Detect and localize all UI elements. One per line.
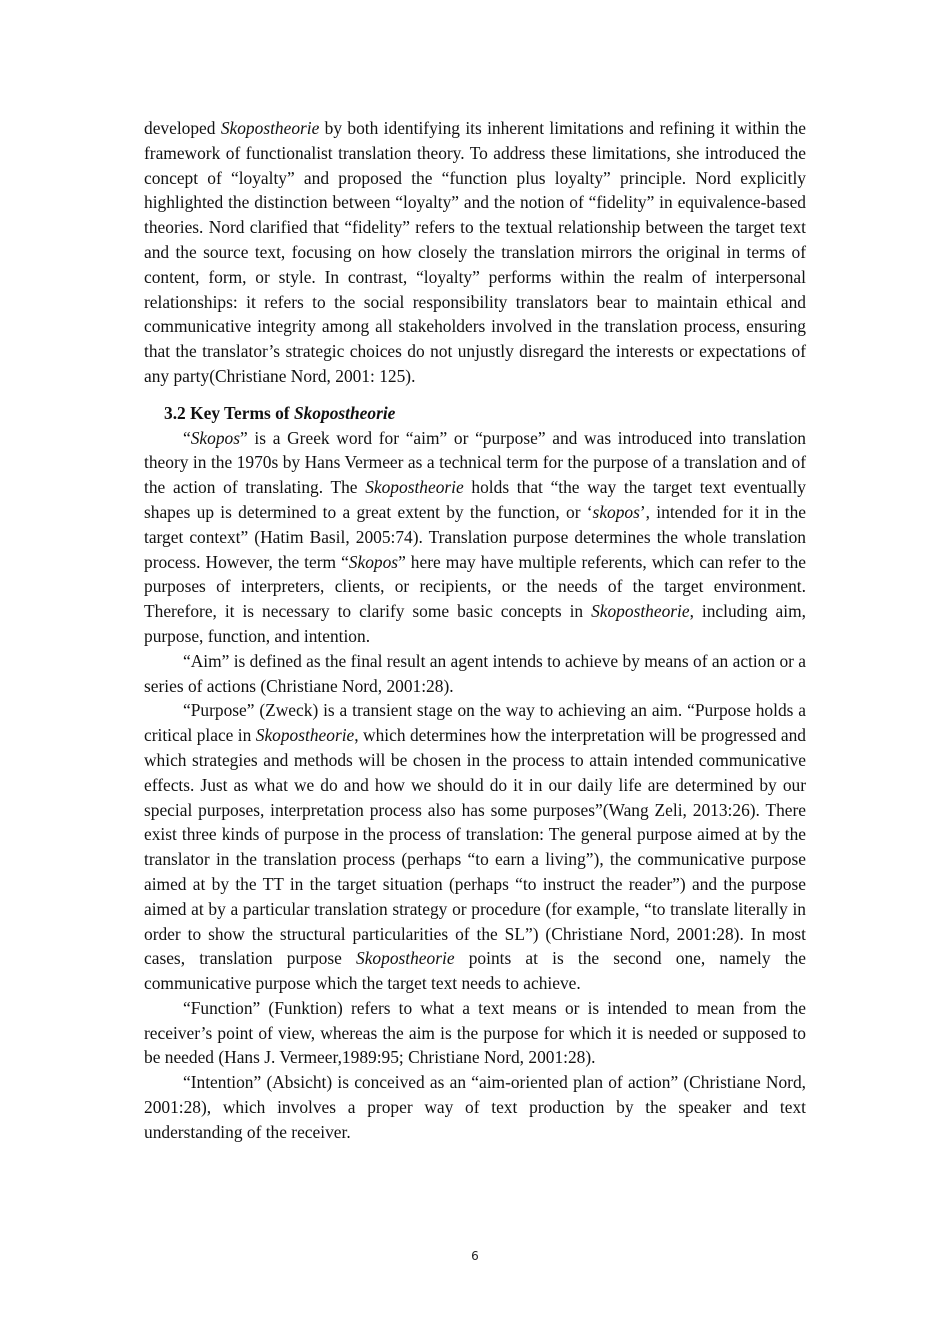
italic-term: Skopostheorie xyxy=(356,948,455,969)
italic-term: Skopos xyxy=(190,427,241,448)
text-run: , including aim, purpose, function, and intention. xyxy=(144,601,806,646)
body-text xyxy=(144,116,806,1145)
text-run: points at is the second one, namely the communicative purpose which the target text needs to achieve. xyxy=(144,948,806,994)
text-run: developed xyxy=(144,118,221,138)
text-run: “Intention” (Absicht) is conceived as an “aim-oriented plan of action” (Christiane Nord, 2001:28), which involves a proper way of text production by the speaker and text understanding of the receiver. xyxy=(144,1072,806,1142)
italic-term: Skopostheorie xyxy=(255,725,355,746)
page-number: 6 xyxy=(471,1249,479,1263)
text-run: “Purpose” (Zweck) is a transient stage on the way to achieving an aim. “Purpose holds a critical place in xyxy=(144,700,806,746)
text-run: holds that “the way the target text eventually shapes up is determined to a great extent by the function, or ‘ xyxy=(144,477,806,522)
text-run: ’, intended for it in the target context” (Hatim Basil, 2005:74). Translation purpose determines the whole translation process. However, the term “ xyxy=(144,501,806,572)
paragraph-loyalty xyxy=(144,116,806,389)
text-run: by both identifying its inherent limitations and refining it within the framework of functionalist translation theory. To address these limitations, she introduced the concept of “loyalty” and proposed the “function plus loyalty” principle. Nord explicitly highlighted the distinction between “loyalty” and the notion of “fidelity” in equivalence-based theories. Nord clarified that “fidelity” refers to the textual relationship between the target text and the source text, focusing on how closely the translation mirrors the original in terms of content, form, or style. In contrast, “loyalty” performs within the realm of interpersonal relationships: it refers to the social responsibility translators bear to maintain ethical and communicative integrity among all stakeholders involved in the translation process, ensuring that the translator’s strategic choices do not unjustly disregard the interests or expectations of any party(Christiane Nord, 2001: 125). xyxy=(144,118,807,386)
section-heading xyxy=(144,401,806,426)
text-run: “ xyxy=(183,427,191,448)
paragraph-skopos xyxy=(144,426,806,649)
section-heading-number: 3.2 Key Terms of xyxy=(164,402,294,423)
italic-term: Skopostheorie xyxy=(591,601,690,622)
paragraph-aim xyxy=(144,649,806,699)
paragraph-function xyxy=(144,996,806,1070)
paragraph-intention xyxy=(144,1070,806,1144)
italic-term: Skopostheorie xyxy=(220,118,320,138)
text-run: , which determines how the interpretation will be progressed and which strategies and methods will be chosen in the process to attain intended communicative effects. Just as what we do and how we should do it in our daily life are determined by our special purposes, interpretation process also has some purposes”(Wang Zeli, 2013:26). There exist three kinds of purpose in the process of translation: The general purpose aimed at by the translator in the translation process (perhaps “to earn a living”), the communicative purpose aimed at by the TT in the target situation (perhaps “to instruct the reader”) and the purpose aimed at by a particular translation strategy or procedure (for example, “to translate literally in order to show the structural particularities of the SL”) (Christiane Nord, 2001:28). In most cases, translation purpose xyxy=(144,725,806,969)
text-run: ” here may have multiple referents, which can refer to the purposes of interpreters, clients, or recipients, or the needs of the target environment. Therefore, it is necessary to clarify some basic concepts in xyxy=(144,551,806,622)
text-run: “Function” (Funktion) refers to what a text means or is intended to mean from the receiver’s point of view, whereas the aim is the purpose for which it is needed or supposed to be needed (Hans J. Vermeer,1989:95; Christiane Nord, 2001:28). xyxy=(144,997,806,1068)
italic-term: skopos xyxy=(592,501,640,522)
italic-term: Skopostheorie xyxy=(365,477,464,498)
text-run: ” is a Greek word for “aim” or “purpose” and was introduced into translation theory in the 1970s by Hans Vermeer as a technical term for the purpose of a translation and of the action of translating. The xyxy=(144,427,806,498)
section-heading-italic: Skopostheorie xyxy=(293,402,396,423)
italic-term: Skopos xyxy=(348,551,399,572)
paragraph-purpose xyxy=(144,698,806,996)
text-run: “Aim” is defined as the final result an agent intends to achieve by means of an action or a series of actions (Christiane Nord, 2001:28). xyxy=(144,650,806,696)
